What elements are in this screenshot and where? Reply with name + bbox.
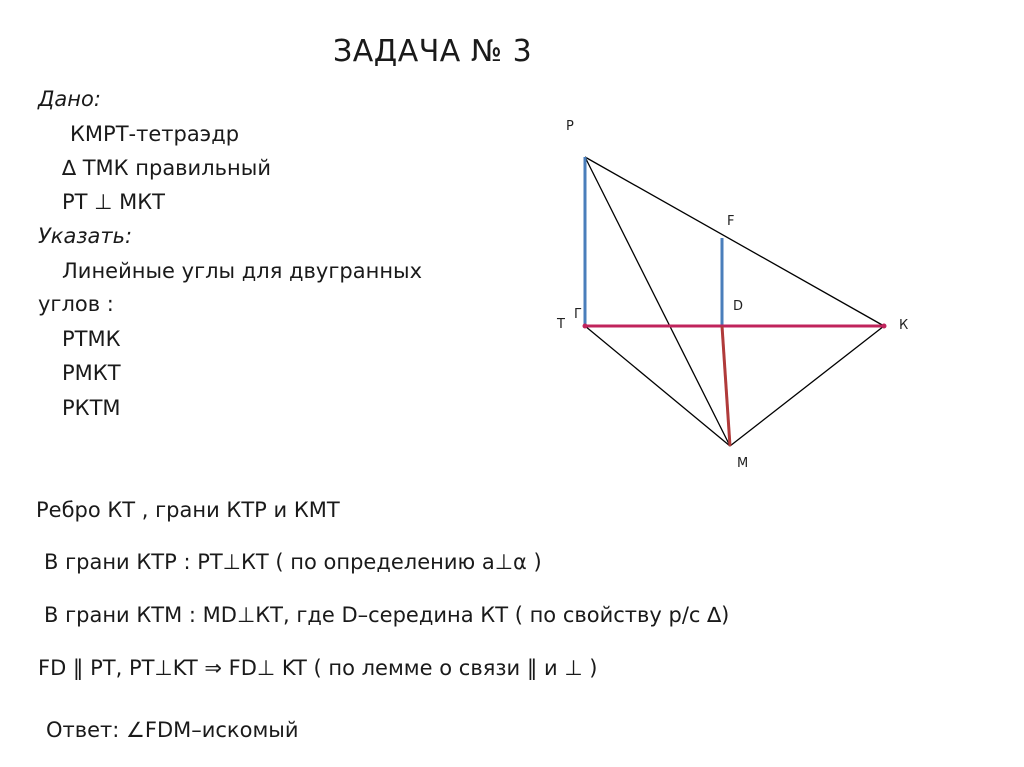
- edge-pm: [585, 157, 730, 446]
- given-item-regular-triangle: ∆ ТМК правильный: [62, 156, 271, 180]
- point-k: [882, 324, 887, 329]
- label-f: F: [727, 214, 735, 229]
- label-t: T: [557, 317, 565, 332]
- solution-line2: В грани КТР : РТ⊥КТ ( по определению a⊥α ): [44, 550, 542, 574]
- label-k: К: [899, 318, 909, 333]
- label-d: D: [733, 299, 744, 314]
- given-item-tetrahedron: КМРТ-тетраэдр: [70, 122, 240, 146]
- edge-km: [730, 326, 884, 446]
- solution-line1: Ребро КТ , грани КТР и КМТ: [36, 498, 340, 522]
- solution-line4: FD ‖ PT, PT⊥KT ⇒ FD⊥ KT ( по лемме о связи ‖ и ⊥ ): [38, 656, 598, 680]
- task-text-line1: Линейные углы для двугранных: [62, 259, 423, 283]
- given-item-perpendicular: РТ ⊥ МКТ: [62, 190, 165, 214]
- task-item-pmkt: РМКТ: [62, 361, 121, 385]
- given-heading: Дано:: [38, 87, 101, 111]
- task-item-pktm: РКТМ: [62, 396, 121, 420]
- page-title: ЗАДАЧА № 3: [333, 34, 533, 69]
- edge-tm: [585, 326, 730, 446]
- label-m: M: [737, 456, 749, 471]
- label-p: P: [566, 119, 574, 134]
- label-g: Г: [574, 307, 582, 322]
- task-text-line2: углов :: [38, 292, 114, 316]
- solution-line3: В грани КТМ : МD⊥КТ, где D–середина КТ ( по свойству р/с ∆): [44, 603, 730, 627]
- task-item-ptmk: РТМК: [62, 327, 121, 351]
- task-heading: Указать:: [38, 224, 133, 248]
- point-t: [583, 324, 588, 329]
- segment-md: [722, 326, 730, 446]
- answer-line: Ответ: ∠FDM–искомый: [46, 718, 299, 742]
